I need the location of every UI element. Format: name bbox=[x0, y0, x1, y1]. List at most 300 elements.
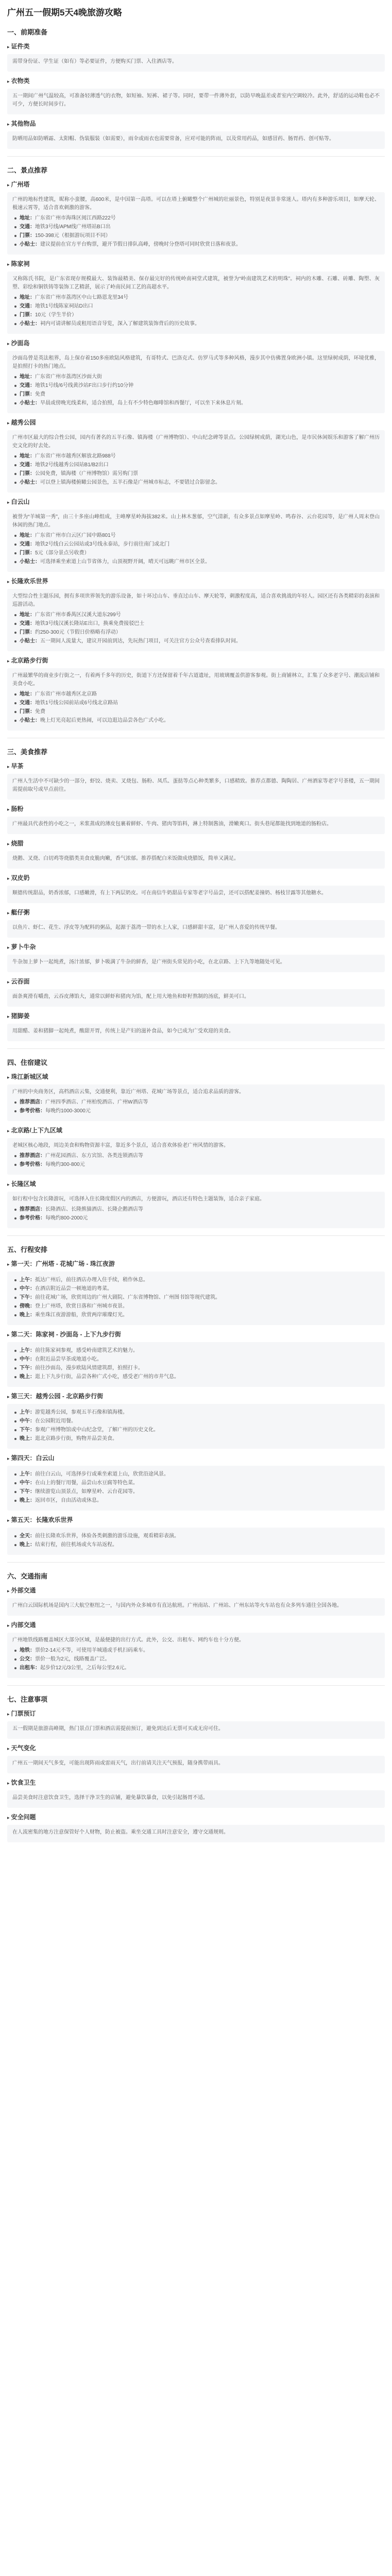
item-text: 起步价12元/3公里，之后每公里2.6元。 bbox=[40, 1665, 130, 1671]
list-item bbox=[12, 629, 380, 637]
item-text: 前往长隆欢乐世界，体验各类刺激的游乐设施，观看精彩表演。 bbox=[35, 1533, 179, 1539]
item-label: 推荐酒店： bbox=[20, 1207, 45, 1212]
list-item bbox=[12, 320, 380, 328]
item-text: 在公园附近用餐。 bbox=[35, 1418, 76, 1424]
list-item bbox=[12, 708, 380, 716]
item-text: 抵达广州后，前往酒店办理入住手续，稍作休息。 bbox=[35, 1277, 148, 1283]
item-label: 门票： bbox=[20, 471, 35, 477]
subsection-title: 烧腊 bbox=[11, 840, 24, 847]
list-item bbox=[12, 620, 380, 628]
item-label: 晚上： bbox=[20, 1436, 35, 1442]
item-label: 门票： bbox=[20, 709, 35, 715]
item-text: 前往沙面岛，漫步欧陆风情建筑群，拍照打卡。 bbox=[35, 1365, 143, 1371]
info-card bbox=[7, 351, 385, 413]
item-label: 中午： bbox=[20, 1357, 35, 1362]
item-text: 前往陈家祠参观，感受岭南建筑艺术的魅力。 bbox=[35, 1348, 138, 1353]
detail-list bbox=[12, 294, 380, 328]
item-text: 晚上灯光亮起后更热闹，可以边逛边品尝各色广式小吃。 bbox=[40, 718, 169, 723]
detail-list bbox=[12, 1409, 380, 1443]
subsection-heading bbox=[7, 1012, 385, 1021]
subsection-heading bbox=[7, 260, 385, 268]
item-label: 参考价格： bbox=[20, 1108, 45, 1114]
item-label: 下午： bbox=[20, 1489, 35, 1495]
detail-list bbox=[12, 1647, 380, 1672]
section-divider bbox=[7, 156, 385, 157]
item-label: 小贴士： bbox=[20, 242, 40, 247]
item-label: 交通： bbox=[20, 541, 35, 547]
item-label: 中午： bbox=[20, 1480, 35, 1486]
detail-list bbox=[12, 373, 380, 408]
triangle-bullet-icon: ▸ bbox=[7, 1815, 10, 1820]
subsection-title: 其他物品 bbox=[11, 120, 36, 127]
subsection-title: 白云山 bbox=[11, 498, 30, 505]
list-item bbox=[12, 1294, 380, 1302]
item-label: 地址： bbox=[20, 453, 35, 459]
subsection-title: 内部交通 bbox=[11, 1621, 36, 1629]
item-text: 可选择乘坐索道上山节省体力，山顶视野开阔，晴天可远眺广州市区全景。 bbox=[40, 559, 210, 565]
item-text: 逛上下九步行街，品尝各种广式小吃，感受老广州的市井气息。 bbox=[35, 1374, 179, 1380]
subsection-heading bbox=[7, 418, 385, 427]
list-item bbox=[12, 214, 380, 223]
list-item bbox=[12, 1470, 380, 1479]
info-card bbox=[7, 1272, 385, 1325]
page-title: 广州五一假期5天4晚旅游攻略 bbox=[7, 8, 122, 18]
info-card bbox=[7, 510, 385, 572]
item-text: 广东省广州市荔湾区沙面大街 bbox=[35, 374, 102, 380]
detail-list bbox=[12, 611, 380, 646]
item-label: 晚上： bbox=[20, 1498, 35, 1503]
subsection-title: 第五天：长隆欢乐世界 bbox=[11, 1516, 73, 1523]
subsection-title: 外部交通 bbox=[11, 1587, 36, 1594]
info-card bbox=[7, 1528, 385, 1555]
item-text: 地铁3号线/APM线广州塔站B口出 bbox=[35, 224, 111, 230]
list-item bbox=[12, 558, 380, 566]
triangle-bullet-icon: ▸ bbox=[7, 1262, 10, 1267]
list-item bbox=[12, 1532, 380, 1540]
paragraph: 牛杂加上萝卜一起炖煮，汤汁浓郁，萝卜吸满了牛杂的鲜香，是广州街头常见的小吃，在北京路、上下九等地随处可见。 bbox=[12, 959, 285, 965]
item-text: 广州四季酒店、广州柏悦酒店、广州W酒店等 bbox=[45, 1099, 148, 1105]
paragraph: 在人流密集的地方注意保管好个人财物，防止被盗。乘坐交通工具时注意安全，遵守交通规则。 bbox=[12, 1829, 229, 1835]
paragraph: 顺德传统甜品，奶香浓郁，口感嫩滑，有上下两层奶皮。可在南信牛奶甜品专家等老字号品尝，还可以搭配姜撞奶、杨枝甘露等其他糖水。 bbox=[12, 890, 327, 896]
article-body bbox=[7, 28, 385, 1842]
triangle-bullet-icon: ▸ bbox=[7, 945, 10, 950]
detail-list bbox=[12, 214, 380, 249]
list-item bbox=[12, 1355, 380, 1364]
subsection-title: 证件类 bbox=[11, 43, 30, 50]
item-text: 广东省广州市越秀区北京路 bbox=[35, 691, 97, 697]
item-text: 5元（部分景点另收费） bbox=[35, 550, 90, 556]
triangle-bullet-icon: ▸ bbox=[7, 1623, 10, 1628]
triangle-bullet-icon: ▸ bbox=[7, 44, 10, 49]
paragraph: 如行程中包含长隆游玩，可选择入住长隆度假区内的酒店，方便游玩，酒店还有特色主题装饰，适合亲子家庭。 bbox=[12, 1196, 265, 1202]
subsection-heading bbox=[7, 1180, 385, 1189]
triangle-bullet-icon: ▸ bbox=[7, 1075, 10, 1080]
item-text: 前往白云山，可选择步行或乘坐索道上山，欣赏沿途风景。 bbox=[35, 1471, 169, 1477]
info-card bbox=[7, 851, 385, 869]
item-label: 地址： bbox=[20, 533, 35, 538]
item-label: 公交： bbox=[20, 1656, 35, 1662]
item-label: 门票： bbox=[20, 550, 35, 556]
subsection-title: 第三天：越秀公园 - 北京路步行街 bbox=[11, 1393, 104, 1400]
subsection-heading bbox=[7, 1813, 385, 1822]
item-text: 早晨或傍晚光线柔和，适合拍照，岛上有不少特色咖啡馆和西餐厅，可以坐下来休息片刻。 bbox=[40, 400, 246, 406]
list-item bbox=[12, 1435, 380, 1443]
subsection-heading bbox=[7, 943, 385, 952]
item-label: 参考价格： bbox=[20, 1162, 45, 1167]
item-text: 约250-300元（节假日价格略有浮动） bbox=[35, 630, 121, 635]
info-card bbox=[7, 955, 385, 972]
list-item bbox=[12, 232, 380, 240]
subsection-heading bbox=[7, 1126, 385, 1135]
detail-list bbox=[12, 1098, 380, 1115]
item-label: 小贴士： bbox=[20, 718, 40, 723]
item-label: 地址： bbox=[20, 612, 35, 618]
list-item bbox=[12, 1347, 380, 1355]
list-item bbox=[12, 1214, 380, 1223]
paragraph: 面条爽滑有嚼劲，云吞皮薄馅大，通常以鲜虾和猪肉为馅，配上用大地鱼和虾籽熬制的汤底，鲜美可口。 bbox=[12, 994, 249, 999]
item-text: 地铁3号线汉溪长隆站E出口，换乘免费接驳巴士 bbox=[35, 621, 145, 626]
item-text: 继续游览山顶景点，如摩星岭、云台花园等。 bbox=[35, 1489, 138, 1495]
item-label: 上午： bbox=[20, 1471, 35, 1477]
info-card bbox=[7, 886, 385, 903]
item-text: 结束行程，前往机场或火车站返程。 bbox=[35, 1542, 117, 1548]
subsection-heading bbox=[7, 339, 385, 348]
list-item bbox=[12, 637, 380, 646]
section-heading: 二、景点推荐 bbox=[7, 166, 48, 174]
item-label: 推荐酒店： bbox=[20, 1099, 45, 1105]
paragraph: 五一期间广州气温较高，可准备轻薄透气的衣物，如短袖、短裤、裙子等。同时，要带一件薄外套，以防早晚温差或者室内空调较冷。此外，舒适的运动鞋也必不可少，方便长时间步行。 bbox=[12, 93, 380, 107]
item-label: 小贴士： bbox=[20, 400, 40, 406]
subsection-title: 肠粉 bbox=[11, 805, 24, 812]
detail-list bbox=[12, 1152, 380, 1169]
item-label: 下午： bbox=[20, 1427, 35, 1433]
list-item bbox=[12, 611, 380, 619]
item-label: 上午： bbox=[20, 1277, 35, 1283]
subsection-title: 沙面岛 bbox=[11, 340, 30, 347]
paragraph: 广州白云国际机场是国内三大航空枢纽之一，与国内外众多城市有直达航班。广州南站、广州站、广州东站等火车站也有众多列车通往全国各地。 bbox=[12, 1603, 342, 1608]
subsection-title: 广州塔 bbox=[11, 181, 30, 188]
subsection-heading bbox=[7, 498, 385, 506]
paragraph: 烧鹅、叉烧、白切鸡等烧腊类美食皮脆肉嫩，香气浓郁。推荐搭配白米饭做成烧腊饭，简单又满足。 bbox=[12, 856, 239, 861]
item-label: 下午： bbox=[20, 1365, 35, 1371]
paragraph: 被誉为“羊城第一秀”，由三十多座山峰组成，主峰摩星岭海拔382米。山上林木葱郁，空气清新，有众多景点如摩星岭、鸣春谷、云台花园等，是广州人周末登山休闲的热门地点。 bbox=[12, 514, 380, 528]
subsection-title: 珠江新城区域 bbox=[11, 1073, 48, 1080]
item-label: 上午： bbox=[20, 1410, 35, 1415]
item-text: 地铁1号线陈家祠站D出口 bbox=[35, 303, 93, 309]
paragraph: 广州人生活中不可缺少的一部分，虾饺、烧卖、叉烧包、肠粉、凤爪、蛋挞等点心种类繁多，口感精致。推荐点都德、陶陶居、广州酒家等老字号茶楼，五一期间需提前取号或早点前往。 bbox=[12, 778, 380, 792]
list-item bbox=[12, 311, 380, 319]
list-item bbox=[12, 1107, 380, 1115]
item-text: 免费 bbox=[35, 392, 45, 397]
section-heading: 六、交通指南 bbox=[7, 1572, 48, 1580]
list-item bbox=[12, 223, 380, 231]
paragraph: 需带身份证、学生证（如有）等必要证件，方便购买门票、入住酒店等。 bbox=[12, 59, 177, 64]
subsection-title: 衣物类 bbox=[11, 77, 30, 84]
item-label: 晚上： bbox=[20, 1374, 35, 1380]
info-card bbox=[7, 430, 385, 493]
subsection-title: 北京路步行街 bbox=[11, 657, 48, 664]
list-item bbox=[12, 302, 380, 311]
detail-list bbox=[12, 690, 380, 725]
info-card bbox=[7, 1466, 385, 1511]
subsection-heading bbox=[7, 1744, 385, 1753]
subsection-heading bbox=[7, 977, 385, 986]
info-card bbox=[7, 920, 385, 938]
item-label: 小贴士： bbox=[20, 321, 40, 327]
item-label: 地址： bbox=[20, 691, 35, 697]
item-label: 交通： bbox=[20, 621, 35, 626]
list-item bbox=[12, 1664, 380, 1672]
list-item bbox=[12, 1409, 380, 1417]
section-divider bbox=[7, 1562, 385, 1563]
item-label: 交通： bbox=[20, 700, 35, 706]
item-text: 在酒店附近品尝一顿地道的粤菜。 bbox=[35, 1286, 112, 1292]
info-card bbox=[7, 54, 385, 72]
item-text: 每晚约300-800元 bbox=[45, 1162, 85, 1167]
item-text: 广东省广州市越秀区解放北路988号 bbox=[35, 453, 116, 459]
triangle-bullet-icon: ▸ bbox=[7, 1781, 10, 1786]
item-text: 广东省广州市番禺区汉溪大道东299号 bbox=[35, 612, 121, 618]
subsection-title: 第四天：白云山 bbox=[11, 1454, 55, 1462]
item-text: 建议提前在官方平台购票，避开节假日排队高峰，傍晚时分登塔可同时欣赏日落和夜景。 bbox=[40, 242, 241, 247]
list-item bbox=[12, 1311, 380, 1319]
triangle-bullet-icon: ▸ bbox=[7, 182, 10, 188]
list-item bbox=[12, 241, 380, 249]
subsection-title: 云吞面 bbox=[11, 978, 30, 985]
info-card bbox=[7, 774, 385, 800]
triangle-bullet-icon: ▸ bbox=[7, 807, 10, 812]
item-text: 免费 bbox=[35, 709, 45, 715]
list-item bbox=[12, 1497, 380, 1505]
subsection-title: 陈家祠 bbox=[11, 260, 30, 267]
subsection-title: 双皮奶 bbox=[11, 874, 30, 882]
paragraph: 防晒用品如防晒霜、太阳帽、伪装服装（如需要），雨伞或雨衣也需要常备，应对可能的阵雨，以及常用药品，如感冒药、肠胃药、创可贴等。 bbox=[12, 136, 334, 142]
list-item bbox=[12, 540, 380, 549]
item-label: 地铁： bbox=[20, 1648, 35, 1653]
item-text: 广东省广州市海珠区阅江西路222号 bbox=[35, 215, 116, 221]
subsection-heading bbox=[7, 762, 385, 771]
triangle-bullet-icon: ▸ bbox=[7, 341, 10, 346]
triangle-bullet-icon: ▸ bbox=[7, 658, 10, 664]
item-text: 祠内可请讲解员或租用语音导览，深入了解建筑装饰背后的历史故事。 bbox=[40, 321, 200, 327]
info-card bbox=[7, 1192, 385, 1228]
item-text: 逛北京路步行街，购物并品尝美食。 bbox=[35, 1436, 117, 1442]
subsection-heading bbox=[7, 908, 385, 917]
info-card bbox=[7, 589, 385, 651]
item-label: 下午： bbox=[20, 1295, 35, 1300]
paragraph: 用甜醋、姜和猪脚一起炖煮，酸甜开胃，传统上是产妇的滋补食品，如今已成为广受欢迎的美食。 bbox=[12, 1028, 234, 1034]
paragraph: 广州地铁线路覆盖城区大部分区域，是最便捷的出行方式。此外，公交、出租车、网约车也十分方便。 bbox=[12, 1637, 244, 1643]
subsection-heading bbox=[7, 656, 385, 665]
item-text: 长隆酒店、长隆熊猫酒店、长隆企鹅酒店等 bbox=[45, 1207, 143, 1212]
section-heading: 五、行程安排 bbox=[7, 1246, 48, 1253]
section-heading: 七、注意事项 bbox=[7, 1696, 48, 1703]
subsection-title: 天气变化 bbox=[11, 1744, 36, 1752]
list-item bbox=[12, 1417, 380, 1426]
item-label: 出租车： bbox=[20, 1665, 40, 1671]
item-text: 在附近品尝早茶或地道小吃。 bbox=[35, 1357, 102, 1362]
item-text: 登上广州塔，欣赏日落和广州城市夜景。 bbox=[35, 1303, 128, 1309]
info-card bbox=[7, 1825, 385, 1842]
info-card bbox=[7, 1721, 385, 1739]
item-label: 傍晚： bbox=[20, 1303, 35, 1309]
detail-list bbox=[12, 1206, 380, 1223]
paragraph: 品尝美食时注意饮食卫生，选择干净卫生的店铺，避免暴饮暴食，以免引起肠胃不适。 bbox=[12, 1795, 208, 1801]
item-label: 交通： bbox=[20, 303, 35, 309]
item-text: 可以登上镇海楼俯瞰公园景色，五羊石像是广州城市标志，不要错过合影留念。 bbox=[40, 480, 220, 485]
triangle-bullet-icon: ▸ bbox=[7, 262, 10, 267]
item-label: 参考价格： bbox=[20, 1215, 45, 1221]
subsection-heading bbox=[7, 1330, 385, 1339]
item-label: 中午： bbox=[20, 1286, 35, 1292]
subsection-title: 猪脚姜 bbox=[11, 1012, 30, 1020]
triangle-bullet-icon: ▸ bbox=[7, 764, 10, 769]
item-text: 票价2-14元不等，可使用羊城通或手机扫码乘车。 bbox=[35, 1648, 149, 1653]
paragraph: 广州最具代表性的小吃之一，米浆蒸成的薄皮包裹着鲜虾、牛肉、猪肉等馅料，淋上特制酱油，滑嫩爽口。街头巷尾都能找到地道的肠粉店。 bbox=[12, 821, 332, 827]
triangle-bullet-icon: ▸ bbox=[7, 1588, 10, 1594]
subsection-heading bbox=[7, 577, 385, 586]
triangle-bullet-icon: ▸ bbox=[7, 1711, 10, 1717]
subsection-title: 艇仔粥 bbox=[11, 909, 30, 916]
triangle-bullet-icon: ▸ bbox=[7, 1394, 10, 1399]
paragraph: 广州五一期间天气多变，可能出现阵雨或雷雨天气，出行前请关注天气预报，随身携带雨具。 bbox=[12, 1760, 224, 1766]
subsection-title: 北京路/上下九区域 bbox=[11, 1127, 62, 1134]
item-label: 推荐酒店： bbox=[20, 1153, 45, 1159]
subsection-heading bbox=[7, 1621, 385, 1630]
subsection-heading bbox=[7, 1709, 385, 1718]
item-text: 150-398元（根据游玩项目不同） bbox=[35, 233, 111, 239]
info-card bbox=[7, 192, 385, 255]
subsection-title: 饮食卫生 bbox=[11, 1779, 36, 1786]
subsection-title: 萝卜牛杂 bbox=[11, 943, 36, 951]
paragraph: 以鱼片、虾仁、花生、浮皮等为配料的粥品，起源于荔湾一带的水上人家，口感鲜甜丰富，是广州人喜爱的传统早餐。 bbox=[12, 925, 280, 930]
list-item bbox=[12, 1098, 380, 1107]
item-text: 10元（学生半价） bbox=[35, 312, 77, 318]
item-text: 公园免费，镇海楼（广州博物馆）需另购门票 bbox=[35, 471, 138, 477]
paragraph: 大型综合性主题乐园，拥有多项世界领先的游乐设备，如十环过山车、垂直过山车、摩天轮等，刺激程度高，适合喜欢挑战的年轻人。园区还有各类精彩的表演和巡游活动。 bbox=[12, 594, 380, 607]
paragraph: 广州的中央商务区，高档酒店云集，交通便利，靠近广州塔、花城广场等景点，适合追求品质的游客。 bbox=[12, 1089, 244, 1095]
subsection-heading bbox=[7, 1073, 385, 1081]
item-label: 交通： bbox=[20, 383, 35, 388]
list-item bbox=[12, 399, 380, 408]
item-text: 地铁1号线公园前站或6号线北京路站 bbox=[35, 700, 118, 706]
subsection-title: 长隆区域 bbox=[11, 1180, 36, 1188]
paragraph: 广州市区最大的综合性公园，园内有著名的五羊石像、镇海楼（广州博物馆）、中山纪念碑等景点。公园绿树成荫，湖光山色，是市民休闲娱乐和游客了解广州历史文化的好去处。 bbox=[12, 435, 380, 449]
triangle-bullet-icon: ▸ bbox=[7, 1014, 10, 1019]
list-item bbox=[12, 391, 380, 399]
section-heading: 四、住宿建议 bbox=[7, 1059, 48, 1066]
triangle-bullet-icon: ▸ bbox=[7, 979, 10, 985]
triangle-bullet-icon: ▸ bbox=[7, 1182, 10, 1187]
info-card bbox=[7, 817, 385, 834]
info-card bbox=[7, 1598, 385, 1616]
subsection-heading bbox=[7, 1516, 385, 1524]
item-label: 地址： bbox=[20, 374, 35, 380]
list-item bbox=[12, 479, 380, 487]
triangle-bullet-icon: ▸ bbox=[7, 1746, 10, 1751]
info-card bbox=[7, 668, 385, 731]
list-item bbox=[12, 373, 380, 381]
item-text: 地铁2号线白云公园站或3号线永泰站，步行前往南门或北门 bbox=[35, 541, 170, 547]
item-label: 门票： bbox=[20, 312, 35, 318]
triangle-bullet-icon: ▸ bbox=[7, 1128, 10, 1133]
item-label: 门票： bbox=[20, 392, 35, 397]
subsection-heading bbox=[7, 42, 385, 51]
item-label: 全天： bbox=[20, 1533, 35, 1539]
list-item bbox=[12, 717, 380, 725]
item-text: 在山上的餐厅用餐，品尝山水豆腐等特色菜。 bbox=[35, 1480, 138, 1486]
list-item bbox=[12, 1206, 380, 1214]
item-label: 门票： bbox=[20, 630, 35, 635]
triangle-bullet-icon: ▸ bbox=[7, 579, 10, 584]
section-divider bbox=[7, 1048, 385, 1049]
list-item bbox=[12, 452, 380, 461]
subsection-heading bbox=[7, 120, 385, 128]
paragraph: 老城区核心地段，周边美食和购物资源丰富，靠近多个景点，适合喜欢体验老广州风情的游客。 bbox=[12, 1143, 229, 1148]
subsection-heading bbox=[7, 1454, 385, 1463]
subsection-title: 安全问题 bbox=[11, 1814, 36, 1821]
info-card bbox=[7, 89, 385, 114]
item-label: 门票： bbox=[20, 233, 35, 239]
list-item bbox=[12, 294, 380, 302]
paragraph: 广州最繁华的商业步行街之一，有着两千多年的历史，街道下方还保留着千年古道遗址，用玻璃覆盖供游客参观。街上商铺林立，汇集了众多老字号、潮流店铺和美食小吃。 bbox=[12, 673, 380, 687]
info-card bbox=[7, 1024, 385, 1041]
detail-list bbox=[12, 532, 380, 566]
list-item bbox=[12, 1488, 380, 1496]
triangle-bullet-icon: ▸ bbox=[7, 79, 10, 84]
section-heading: 三、美食推荐 bbox=[7, 748, 48, 756]
list-item bbox=[12, 1426, 380, 1434]
triangle-bullet-icon: ▸ bbox=[7, 1332, 10, 1337]
item-label: 上午： bbox=[20, 1348, 35, 1353]
list-item bbox=[12, 1647, 380, 1655]
list-item bbox=[12, 549, 380, 557]
paragraph: 沙面岛曾是英法租界，岛上保存着150多座欧陆风格建筑，有哥特式、巴洛克式、仿罗马式等多种风格，漫步其中仿佛置身欧洲小镇。这里绿树成荫，环境优雅，是拍照打卡的热门地点。 bbox=[12, 355, 380, 369]
section-heading: 一、前期准备 bbox=[7, 28, 48, 36]
item-text: 五一期间人流量大，建议开园前到达，先玩热门项目，可关注官方公众号查看排队时间。 bbox=[40, 638, 241, 644]
triangle-bullet-icon: ▸ bbox=[7, 420, 10, 426]
list-item bbox=[12, 1161, 380, 1169]
info-card bbox=[7, 1342, 385, 1387]
item-text: 地铁1号线/6号线黄沙站F出口步行约10分钟 bbox=[35, 383, 134, 388]
subsection-heading bbox=[7, 874, 385, 883]
subsection-heading bbox=[7, 805, 385, 814]
list-item bbox=[12, 1152, 380, 1160]
paragraph: 五一假期是旅游高峰期，热门景点门票和酒店需提前预订，避免到达后无票可买或无房可住。 bbox=[12, 1726, 224, 1732]
item-text: 广州花园酒店、东方宾馆、各类连锁酒店等 bbox=[45, 1153, 143, 1159]
triangle-bullet-icon: ▸ bbox=[7, 1456, 10, 1461]
list-item bbox=[12, 461, 380, 469]
detail-list bbox=[12, 452, 380, 487]
list-item bbox=[12, 699, 380, 707]
paragraph: 广州的地标性建筑，昵称小蛮腰，高600米，是中国第一高塔。可以在塔上俯瞰整个广州城的壮丽景色，特别是夜景非常迷人。塔内有多种游乐项目，如摩天轮、极速云霄等，适合喜欢刺激的游客。 bbox=[12, 197, 380, 211]
item-label: 交通： bbox=[20, 224, 35, 230]
info-card bbox=[7, 1404, 385, 1449]
item-text: 广东省广州市荔湾区中山七路恩龙里34号 bbox=[35, 295, 129, 300]
triangle-bullet-icon: ▸ bbox=[7, 1518, 10, 1523]
item-label: 小贴士： bbox=[20, 638, 40, 644]
subsection-heading bbox=[7, 1392, 385, 1401]
list-item bbox=[12, 1285, 380, 1293]
subsection-title: 第二天：陈家祠 - 沙面岛 - 上下九步行街 bbox=[11, 1331, 121, 1338]
section-divider bbox=[7, 1685, 385, 1686]
list-item bbox=[12, 1479, 380, 1487]
subsection-heading bbox=[7, 839, 385, 848]
list-item bbox=[12, 1364, 380, 1372]
item-text: 票价一般为2元，线路覆盖广泛。 bbox=[35, 1656, 110, 1662]
triangle-bullet-icon: ▸ bbox=[7, 910, 10, 916]
triangle-bullet-icon: ▸ bbox=[7, 500, 10, 505]
